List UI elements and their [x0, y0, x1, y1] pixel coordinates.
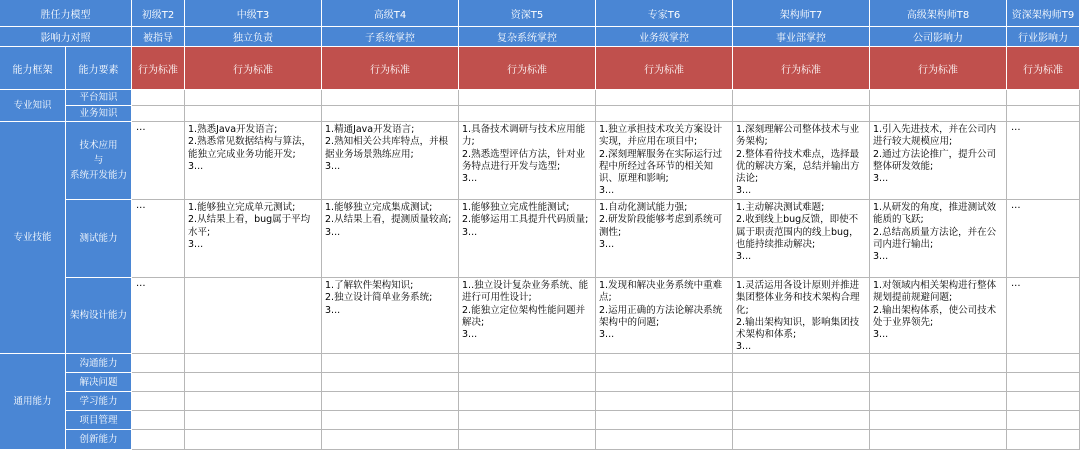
arch-t3-cell[interactable]: [185, 278, 322, 354]
knowledge-grid-cell[interactable]: [185, 90, 322, 106]
knowledge-grid-cell[interactable]: [870, 106, 1007, 122]
general-grid-cell[interactable]: [459, 392, 596, 411]
general-grid-cell[interactable]: [132, 373, 185, 392]
knowledge-grid-cell[interactable]: [733, 90, 870, 106]
element-learning[interactable]: 学习能力: [66, 392, 132, 411]
behavior-standard-t9[interactable]: 行为标准: [1007, 47, 1080, 90]
test-t6-cell[interactable]: 1.自动化测试能力强; 2.研发阶段能够考虑到系统可测性; 3...: [596, 200, 733, 278]
behavior-standard-t4[interactable]: 行为标准: [322, 47, 459, 90]
header-level-t4[interactable]: 高级T4: [322, 0, 459, 27]
arch-t7-cell[interactable]: 1.灵活运用各设计原则并推进集团整体业务和技术架构合理化; 2.输出架构知识，影响集团技术架构和体系; 3...: [733, 278, 870, 354]
general-grid-cell[interactable]: [870, 392, 1007, 411]
influence-t8[interactable]: 公司影响力: [870, 27, 1007, 47]
element-testing[interactable]: 测试能力: [66, 200, 132, 278]
header-level-t6[interactable]: 专家T6: [596, 0, 733, 27]
general-grid-cell[interactable]: [185, 411, 322, 430]
arch-t8-cell[interactable]: 1.对领域内相关架构进行整体规划提前规避问题; 2.输出架构体系，使公司技术处于业界领先; 3...: [870, 278, 1007, 354]
general-grid-cell[interactable]: [733, 411, 870, 430]
general-grid-cell[interactable]: [322, 354, 459, 373]
tech-t2-cell[interactable]: ...: [132, 122, 185, 200]
influence-t7[interactable]: 事业部掌控: [733, 27, 870, 47]
general-grid-cell[interactable]: [596, 430, 733, 450]
general-grid-cell[interactable]: [733, 430, 870, 450]
element-innovation[interactable]: 创新能力: [66, 430, 132, 450]
behavior-standard-t3[interactable]: 行为标准: [185, 47, 322, 90]
general-grid-cell[interactable]: [322, 411, 459, 430]
knowledge-grid-cell[interactable]: [870, 90, 1007, 106]
header-level-t3[interactable]: 中级T3: [185, 0, 322, 27]
arch-t2-cell[interactable]: ...: [132, 278, 185, 354]
knowledge-grid-cell[interactable]: [322, 90, 459, 106]
influence-t4[interactable]: 子系统掌控: [322, 27, 459, 47]
influence-t6[interactable]: 业务级掌控: [596, 27, 733, 47]
arch-t9-cell[interactable]: ...: [1007, 278, 1080, 354]
general-grid-cell[interactable]: [870, 411, 1007, 430]
general-grid-cell[interactable]: [185, 373, 322, 392]
header-framework[interactable]: 能力框架: [0, 47, 66, 90]
general-grid-cell[interactable]: [322, 373, 459, 392]
general-grid-cell[interactable]: [870, 430, 1007, 450]
knowledge-grid-cell[interactable]: [596, 90, 733, 106]
general-grid-cell[interactable]: [596, 411, 733, 430]
general-grid-cell[interactable]: [322, 430, 459, 450]
knowledge-grid-cell[interactable]: [459, 106, 596, 122]
general-grid-cell[interactable]: [596, 354, 733, 373]
general-grid-cell[interactable]: [322, 392, 459, 411]
general-grid-cell[interactable]: [1007, 373, 1080, 392]
general-grid-cell[interactable]: [185, 430, 322, 450]
general-grid-cell[interactable]: [870, 354, 1007, 373]
behavior-standard-t7[interactable]: 行为标准: [733, 47, 870, 90]
test-t3-cell[interactable]: 1.能够独立完成单元测试; 2.从结果上看，bug属于平均水平; 3...: [185, 200, 322, 278]
test-t2-cell[interactable]: ...: [132, 200, 185, 278]
test-t8-cell[interactable]: 1.从研发的角度，推进测试效能质的飞跃; 2.总结高质量方法论，并在公司内进行输出; 3...: [870, 200, 1007, 278]
knowledge-grid-cell[interactable]: [1007, 106, 1080, 122]
influence-t9[interactable]: 行业影响力: [1007, 27, 1080, 47]
arch-t6-cell[interactable]: 1.发现和解决业务系统中重难点; 2.运用正确的方法论解决系统架构中的问题; 3...: [596, 278, 733, 354]
header-level-t7[interactable]: 架构师T7: [733, 0, 870, 27]
element-architecture[interactable]: 架构设计能力: [66, 278, 132, 354]
influence-t3[interactable]: 独立负责: [185, 27, 322, 47]
element-business-knowledge[interactable]: 业务知识: [66, 106, 132, 122]
general-grid-cell[interactable]: [132, 354, 185, 373]
arch-t5-cell[interactable]: 1..独立设计复杂业务系统、能进行可用性设计; 2.能独立定位架构性能问题并解决; 3...: [459, 278, 596, 354]
general-grid-cell[interactable]: [1007, 430, 1080, 450]
general-grid-cell[interactable]: [132, 430, 185, 450]
knowledge-grid-cell[interactable]: [733, 106, 870, 122]
tech-t9-cell[interactable]: ...: [1007, 122, 1080, 200]
header-level-t5[interactable]: 资深T5: [459, 0, 596, 27]
influence-t2[interactable]: 被指导: [132, 27, 185, 47]
knowledge-grid-cell[interactable]: [132, 90, 185, 106]
general-grid-cell[interactable]: [596, 373, 733, 392]
knowledge-grid-cell[interactable]: [596, 106, 733, 122]
element-problem-solving[interactable]: 解决问题: [66, 373, 132, 392]
general-grid-cell[interactable]: [185, 354, 322, 373]
tech-t5-cell[interactable]: 1.具备技术调研与技术应用能力; 2.熟悉选型评估方法，针对业务特点进行开发与选型; 3...: [459, 122, 596, 200]
general-grid-cell[interactable]: [459, 373, 596, 392]
element-tech-application[interactable]: 技术应用 与 系统开发能力: [66, 122, 132, 200]
knowledge-grid-cell[interactable]: [132, 106, 185, 122]
test-t4-cell[interactable]: 1.能够独立完成集成测试; 2.从结果上看，提测质量较高; 3...: [322, 200, 459, 278]
header-element[interactable]: 能力要素: [66, 47, 132, 90]
general-grid-cell[interactable]: [132, 411, 185, 430]
section-professional-skills[interactable]: 专业技能: [0, 122, 66, 354]
header-model-label[interactable]: 胜任力模型: [0, 0, 132, 27]
general-grid-cell[interactable]: [459, 411, 596, 430]
header-influence-label[interactable]: 影响力对照: [0, 27, 132, 47]
general-grid-cell[interactable]: [459, 430, 596, 450]
knowledge-grid-cell[interactable]: [322, 106, 459, 122]
element-communication[interactable]: 沟通能力: [66, 354, 132, 373]
general-grid-cell[interactable]: [185, 392, 322, 411]
test-t9-cell[interactable]: ...: [1007, 200, 1080, 278]
general-grid-cell[interactable]: [1007, 411, 1080, 430]
arch-t4-cell[interactable]: 1.了解软件架构知识; 2.独立设计简单业务系统; 3...: [322, 278, 459, 354]
behavior-standard-t2[interactable]: 行为标准: [132, 47, 185, 90]
element-platform-knowledge[interactable]: 平台知识: [66, 90, 132, 106]
general-grid-cell[interactable]: [733, 373, 870, 392]
general-grid-cell[interactable]: [459, 354, 596, 373]
tech-t4-cell[interactable]: 1.精通Java开发语言; 2.熟知相关公共库特点，并根据业务场景熟练应用; 3...: [322, 122, 459, 200]
knowledge-grid-cell[interactable]: [1007, 90, 1080, 106]
section-general-abilities[interactable]: 通用能力: [0, 354, 66, 450]
behavior-standard-t8[interactable]: 行为标准: [870, 47, 1007, 90]
behavior-standard-t6[interactable]: 行为标准: [596, 47, 733, 90]
header-level-t8[interactable]: 高级架构师T8: [870, 0, 1007, 27]
knowledge-grid-cell[interactable]: [185, 106, 322, 122]
behavior-standard-t5[interactable]: 行为标准: [459, 47, 596, 90]
header-level-t2[interactable]: 初级T2: [132, 0, 185, 27]
test-t7-cell[interactable]: 1.主动解决测试难题; 2.收到线上bug反馈，即使不属于职责范围内的线上bug，也能持续推动解决; 3...: [733, 200, 870, 278]
general-grid-cell[interactable]: [733, 354, 870, 373]
test-t5-cell[interactable]: 1.能够独立完成性能测试; 2.能够运用工具提升代码质量; 3...: [459, 200, 596, 278]
influence-t5[interactable]: 复杂系统掌控: [459, 27, 596, 47]
tech-t6-cell[interactable]: 1.独立承担技术攻关方案设计实现，并应用在项目中; 2.深刻理解服务在实际运行过程中所经过各环节的相关知识、原理和影响; 3...: [596, 122, 733, 200]
element-project-management[interactable]: 项目管理: [66, 411, 132, 430]
general-grid-cell[interactable]: [596, 392, 733, 411]
general-grid-cell[interactable]: [1007, 354, 1080, 373]
general-grid-cell[interactable]: [870, 373, 1007, 392]
tech-t8-cell[interactable]: 1.引入先进技术，并在公司内进行较大规模应用; 2.通过方法论推广，提升公司整体研发效能; 3...: [870, 122, 1007, 200]
general-grid-cell[interactable]: [1007, 392, 1080, 411]
tech-t7-cell[interactable]: 1.深刻理解公司整体技术与业务架构; 2.整体看待技术难点，选择最优的解决方案，总结并输出方法论; 3...: [733, 122, 870, 200]
header-level-t9[interactable]: 资深架构师T9: [1007, 0, 1080, 27]
general-grid-cell[interactable]: [733, 392, 870, 411]
knowledge-grid-cell[interactable]: [459, 90, 596, 106]
section-professional-knowledge[interactable]: 专业知识: [0, 90, 66, 122]
general-grid-cell[interactable]: [132, 392, 185, 411]
tech-t3-cell[interactable]: 1.熟悉Java开发语言; 2.熟悉常见数据结构与算法，能独立完成业务功能开发; 3...: [185, 122, 322, 200]
